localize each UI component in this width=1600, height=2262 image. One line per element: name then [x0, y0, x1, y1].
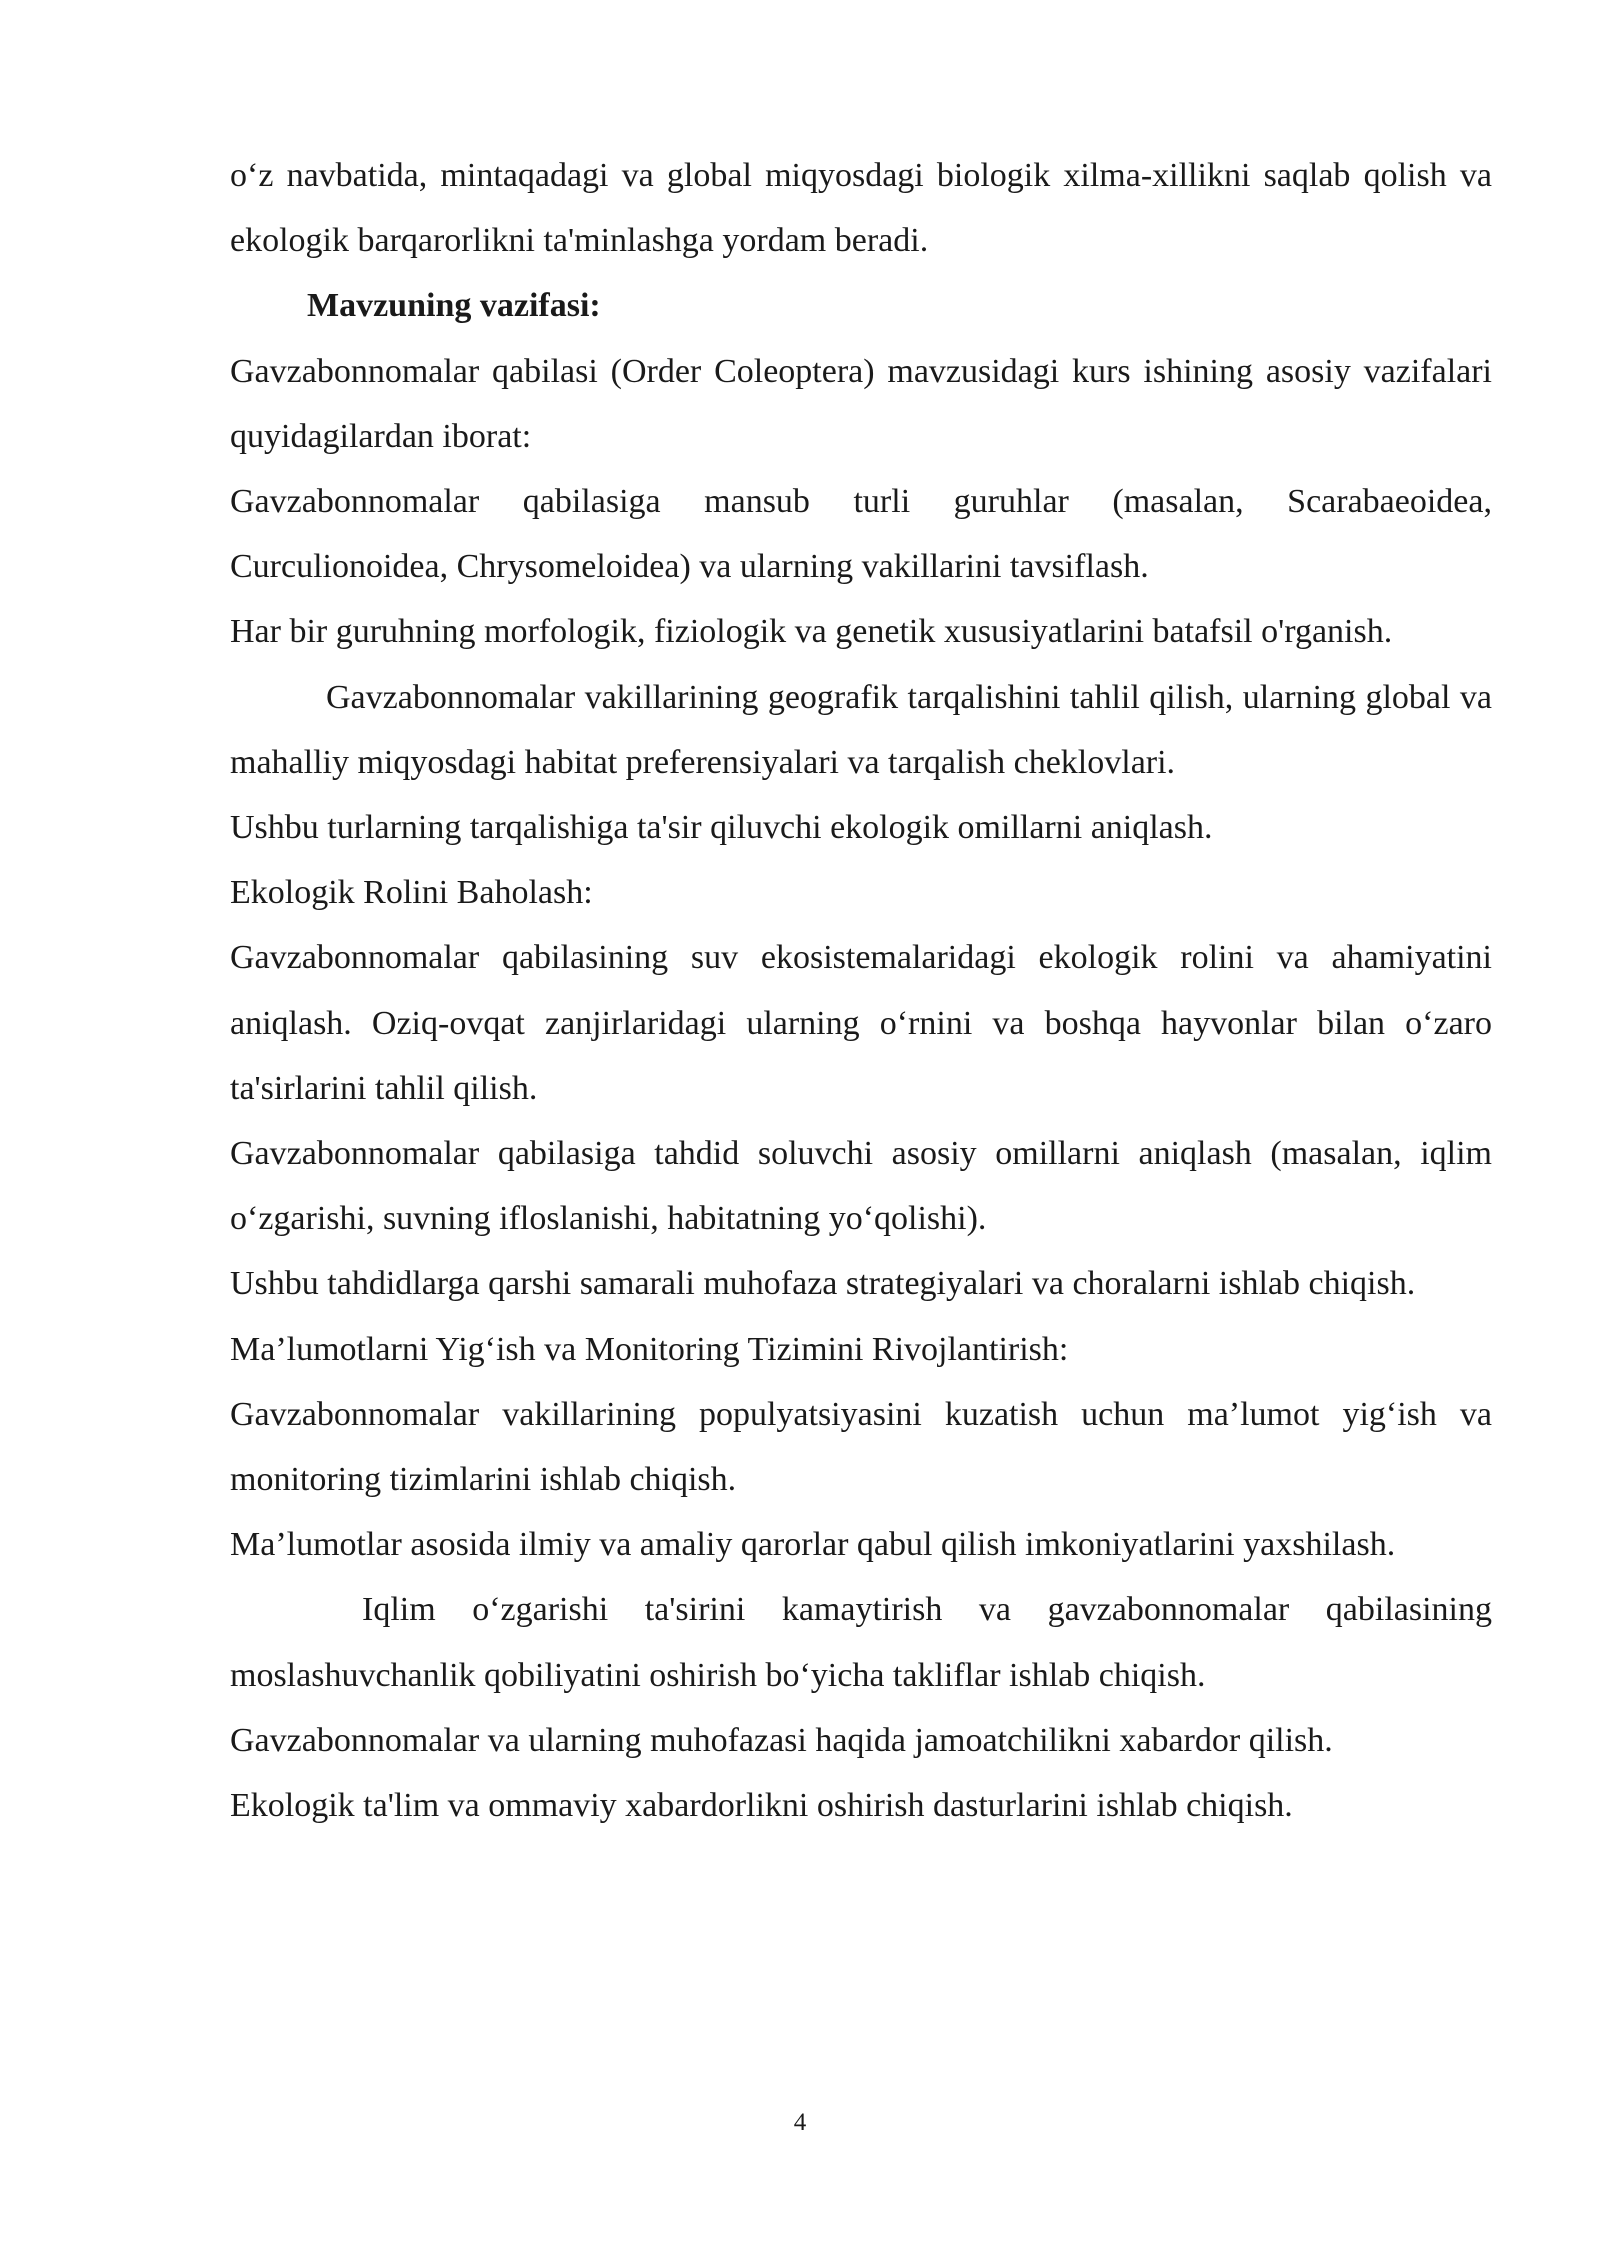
paragraph: Iqlim o‘zgarishi ta'sirini kamaytirish va gavzabonnomalar qabilasining moslashuvchanlik qobiliyatini oshirish bo‘yicha takliflar ishlab chiqish.: [230, 1591, 1492, 1694]
page-number: 4: [793, 2109, 807, 2136]
paragraph: Gavzabonnomalar vakillarining geografik tarqalishini tahlil qilish, ularning global va mahalliy miqyosdagi habitat preferensiyalari va tarqalish cheklovlari.: [230, 678, 1492, 781]
paragraph: Gavzabonnomalar qabilasiga tahdid soluvchi asosiy omillarni aniqlash (masalan, iqlim o‘zgarishi, suvning ifloslanishi, habitatning yo‘qolishi).: [230, 1135, 1492, 1238]
paragraph: Gavzabonnomalar qabilasining suv ekosistemalaridagi ekologik rolini va ahamiyatini aniqlash. Oziq-ovqat zanjirlaridagi ularning o‘rnini va boshqa hayvonlar bilan o‘zaro ta'sirlarini tahlil qilish.: [230, 939, 1492, 1107]
paragraph: Ekologik ta'lim va ommaviy xabardorlikni oshirish dasturlarini ishlab chiqish.: [230, 1787, 1293, 1825]
paragraph: Ushbu turlarning tarqalishiga ta'sir qiluvchi ekologik omillarni aniqlash.: [230, 809, 1213, 847]
paragraph: o‘z navbatida, mintaqadagi va global miqyosdagi biologik xilma-xillikni saqlab qolish va ekologik barqarorlikni ta'minlashga yordam beradi.: [230, 157, 1492, 260]
paragraph: Har bir guruhning morfologik, fiziologik va genetik xususiyatlarini batafsil o'rganish.: [230, 613, 1393, 651]
subsection-label: Ekologik Rolini Baholash:: [230, 874, 593, 912]
paragraph: Gavzabonnomalar va ularning muhofazasi haqida jamoatchilikni xabardor qilish.: [230, 1721, 1333, 1759]
paragraph: Ma’lumotlar asosida ilmiy va amaliy qarorlar qabul qilish imkoniyatlarini yaxshilash.: [230, 1526, 1396, 1564]
subsection-label: Ma’lumotlarni Yig‘ish va Monitoring Tizimini Rivojlantirish:: [230, 1330, 1069, 1368]
body-text: [230, 143, 1492, 1838]
paragraph: Gavzabonnomalar qabilasi (Order Coleoptera) mavzusidagi kurs ishining asosiy vazifalari quyidagilardan iborat:: [230, 352, 1492, 455]
paragraph: Ushbu tahdidlarga qarshi samarali muhofaza strategiyalari va choralarni ishlab chiqish.: [230, 1265, 1416, 1303]
section-heading: Mavzuning vazifasi:: [307, 287, 601, 325]
paragraph: Gavzabonnomalar qabilasiga mansub turli guruhlar (masalan, Scarabaeoidea, Curculionoidea, Chrysomeloidea) va ularning vakillarini tavsiflash.: [230, 483, 1492, 586]
paragraph: Gavzabonnomalar vakillarining populyatsiyasini kuzatish uchun ma’lumot yig‘ish va monitoring tizimlarini ishlab chiqish.: [230, 1395, 1492, 1499]
